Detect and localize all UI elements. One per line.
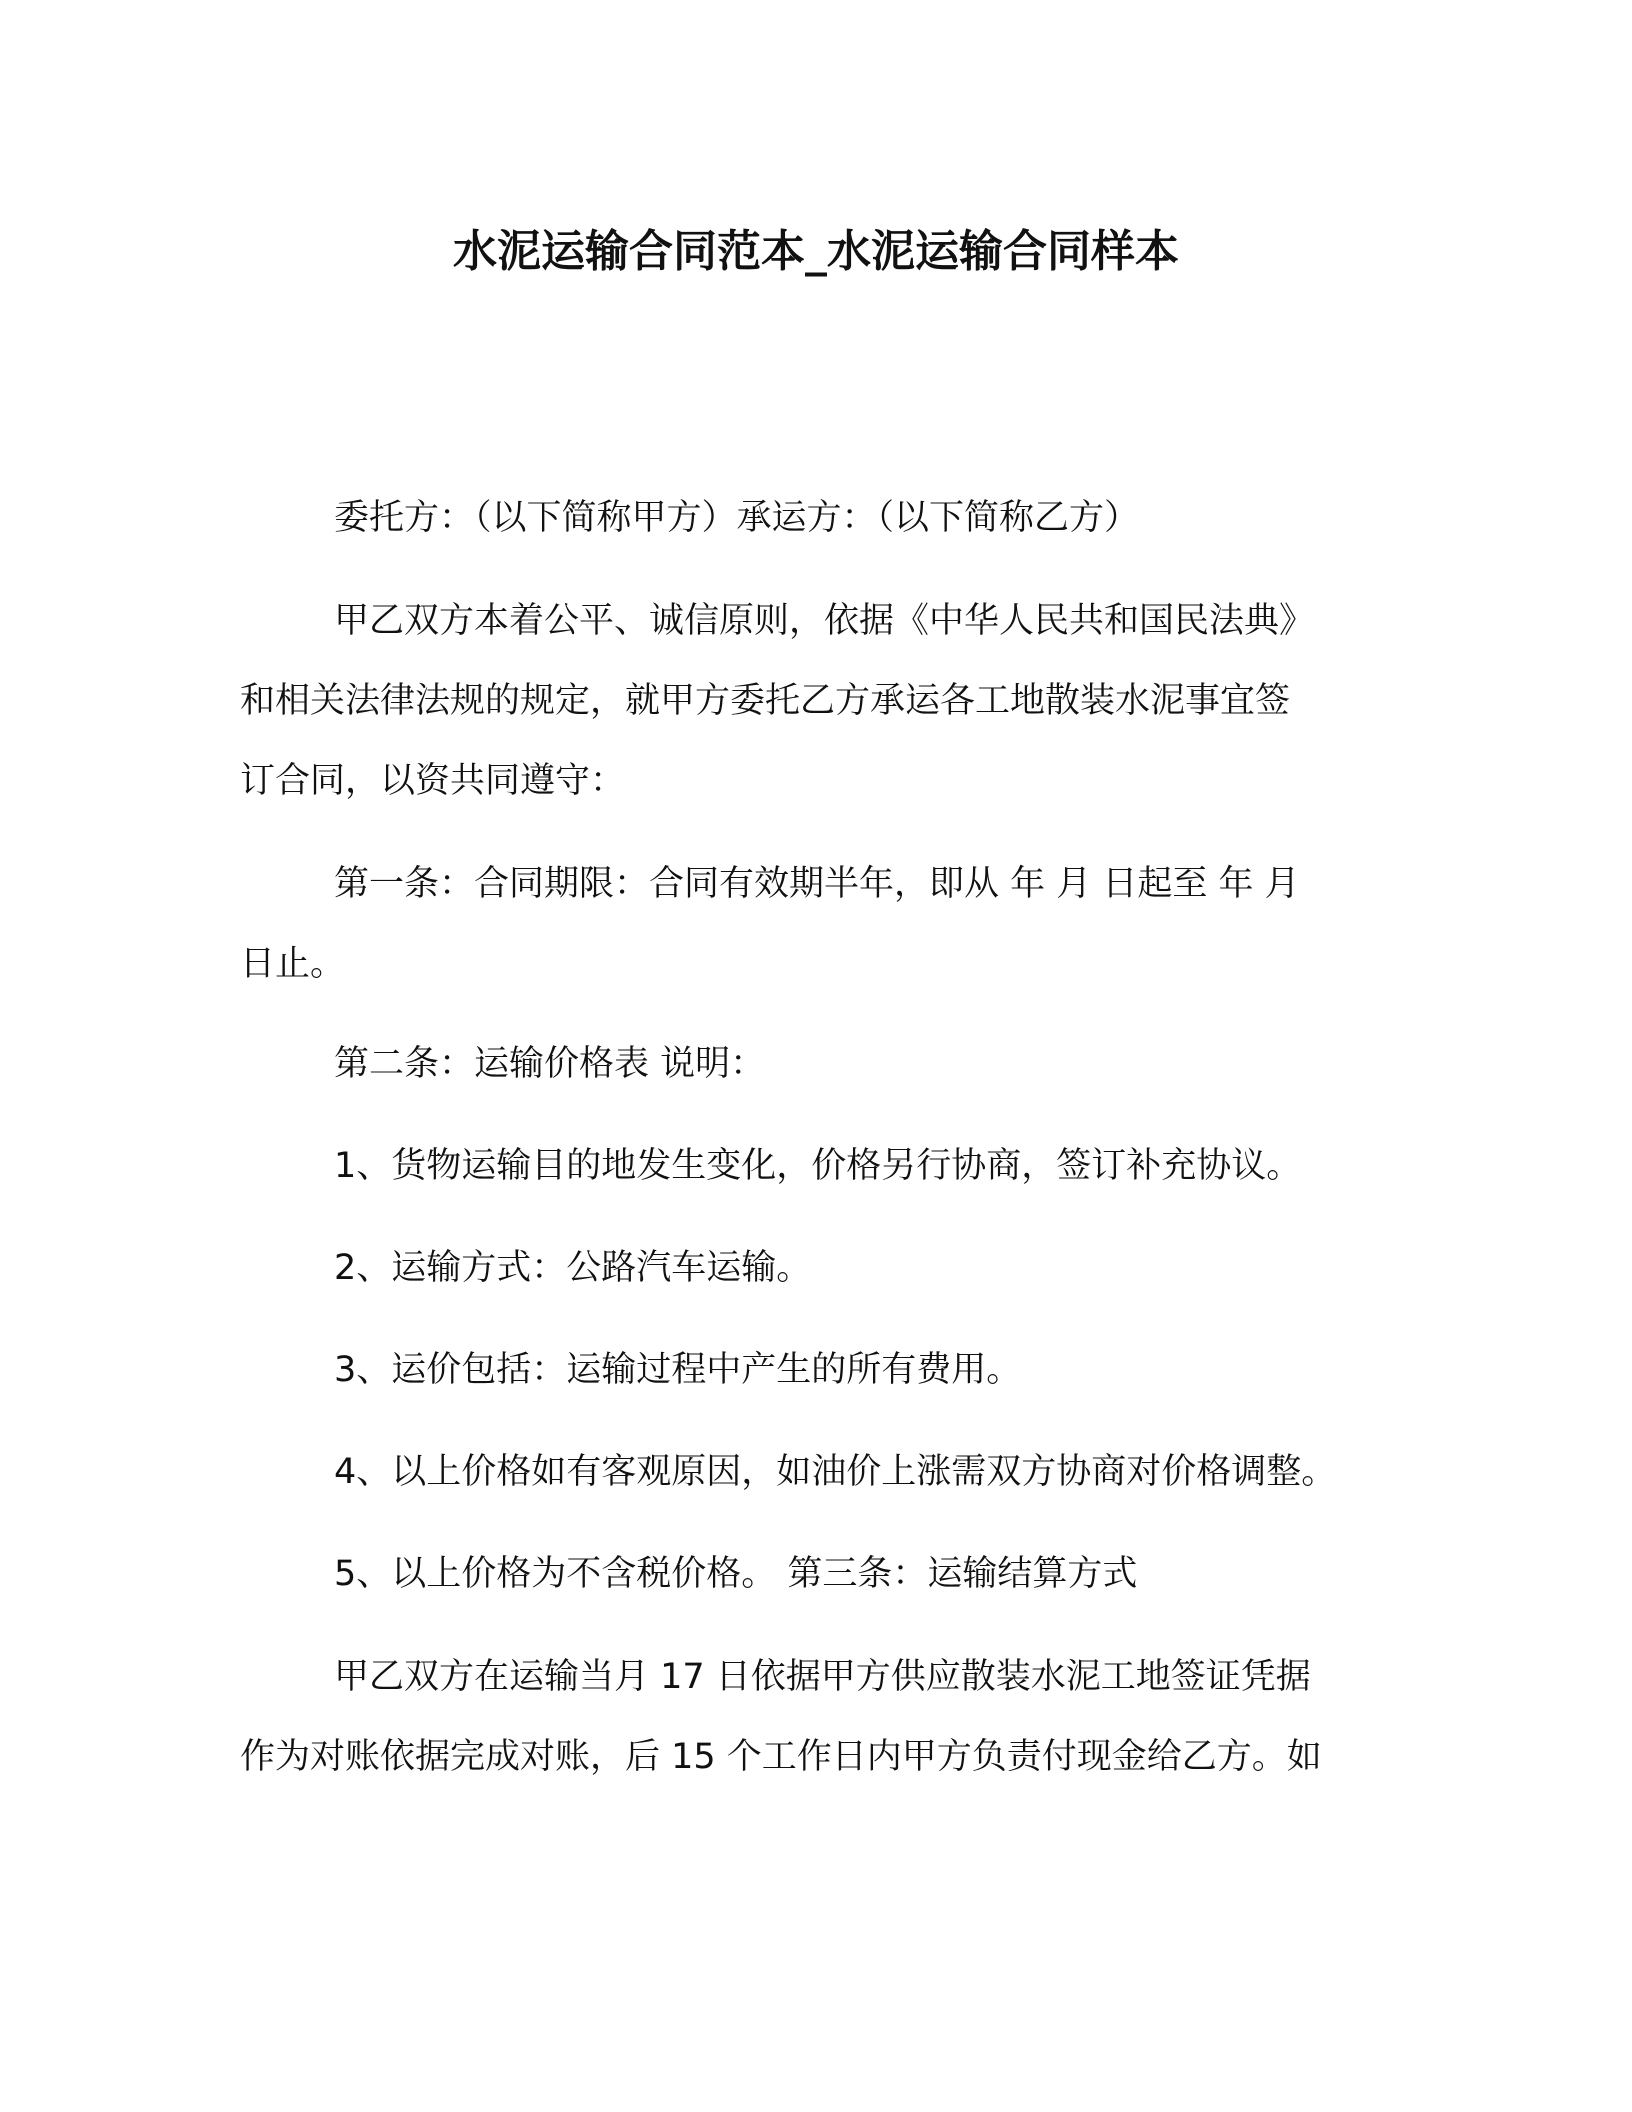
paragraph-line: 日止。 bbox=[240, 944, 346, 984]
paragraph-line: 1、货物运输目的地发生变化，价格另行协商，签订补充协议。 bbox=[334, 1146, 1302, 1186]
paragraph-line: 和相关法律法规的规定，就甲方委托乙方承运各工地散装水泥事宜签 bbox=[240, 681, 1291, 721]
document-title: 水泥运输合同范本_水泥运输合同样本 bbox=[453, 226, 1179, 277]
paragraph-line: 3、运价包括：运输过程中产生的所有费用。 bbox=[334, 1350, 1022, 1390]
note-item-4 bbox=[240, 1432, 1382, 1512]
paragraph-line: 甲乙双方在运输当月 17 日依据甲方供应散装水泥工地签证凭据 bbox=[334, 1657, 1311, 1697]
note-item-1 bbox=[240, 1126, 1382, 1206]
note-item-5 bbox=[240, 1534, 1382, 1614]
article-two-paragraph bbox=[240, 1024, 1382, 1104]
paragraph-line: 作为对账依据完成对账，后 15 个工作日内甲方负责付现金给乙方。如 bbox=[240, 1737, 1322, 1777]
settlement-paragraph bbox=[240, 1637, 1382, 1797]
note-item-3 bbox=[240, 1330, 1382, 1410]
paragraph-line: 第一条：合同期限：合同有效期半年，即从 年 月 日起至 年 月 bbox=[334, 864, 1300, 904]
article-one-paragraph bbox=[240, 844, 1382, 1004]
paragraph-line: 4、以上价格如有客观原因，如油价上涨需双方协商对价格调整。 bbox=[334, 1452, 1337, 1492]
parties-paragraph bbox=[240, 478, 1382, 558]
paragraph-line: 5、以上价格为不含税价格。 第三条：运输结算方式 bbox=[334, 1554, 1138, 1594]
paragraph-line: 第二条：运输价格表 说明： bbox=[334, 1044, 766, 1084]
preamble-paragraph bbox=[240, 581, 1382, 821]
paragraph-line: 2、运输方式：公路汽车运输。 bbox=[334, 1248, 812, 1288]
note-item-2 bbox=[240, 1228, 1382, 1308]
paragraph-line: 订合同，以资共同遵守： bbox=[240, 761, 626, 801]
paragraph-line: 甲乙双方本着公平、诚信原则，依据《中华人民共和国民法典》 bbox=[334, 601, 1315, 641]
paragraph-line: 委托方：（以下简称甲方）承运方：（以下简称乙方） bbox=[334, 498, 1140, 538]
